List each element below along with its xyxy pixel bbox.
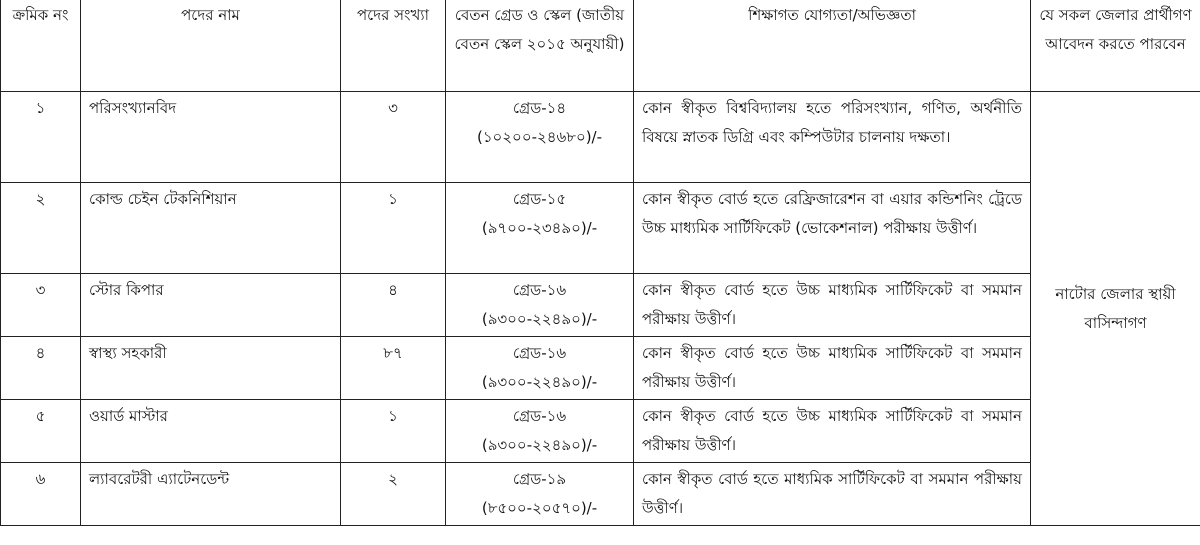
row-post-name: ল্যাবরেটরী এ্যাটেনডেন্ট [81, 463, 341, 526]
row-qualification: কোন স্বীকৃত বিশ্ববিদ্যালয় হতে পরিসংখ্যান, গণিত, অর্থনীতি বিষয়ে স্নাতক ডিগ্রি এবং কম্পিউটার চালনায় দক্ষতা। [634, 92, 1031, 183]
header-qualification: শিক্ষাগত যোগ্যতা/অভিজ্ঞতা [634, 0, 1031, 92]
row-qualification: কোন স্বীকৃত বোর্ড হতে মাধ্যমিক সার্টিফিকেট বা সমমান পরীক্ষায় উত্তীর্ণ। [634, 463, 1031, 526]
row-post-count: ৮৭ [341, 337, 446, 400]
header-pay-scale: বেতন গ্রেড ও স্কেল (জাতীয় বেতন স্কেল ২০১৫ অনুযায়ী) [446, 0, 634, 92]
row-post-count: ৩ [341, 92, 446, 183]
table-row [1, 400, 1200, 463]
row-grade: গ্রেড-১৬ [512, 344, 567, 362]
row-pay-scale [446, 337, 634, 400]
row-scale: (১০২০০-২৪৬৮০)/- [476, 128, 603, 146]
district-eligibility: নাটোর জেলার স্থায়ী বাসিন্দাগণ [1031, 92, 1200, 526]
row-scale: (৯৩০০-২২৪৯০)/- [481, 310, 598, 328]
row-post-count: ৪ [341, 274, 446, 337]
row-scale: (৯৩০০-২২৪৯০)/- [481, 436, 598, 454]
table-row [1, 92, 1200, 183]
row-post-name: ওয়ার্ড মাস্টার [81, 400, 341, 463]
row-pay-scale [446, 274, 634, 337]
row-post-name: স্টোর কিপার [81, 274, 341, 337]
header-districts: যে সকল জেলার প্রার্থীগণ আবেদন করতে পারবেন [1031, 0, 1200, 92]
row-scale: (৯৭০০-২৩৪৯০)/- [481, 219, 598, 237]
row-serial: ৪ [1, 337, 81, 400]
header-serial: ক্রমিক নং [1, 0, 81, 92]
row-serial: ১ [1, 92, 81, 183]
row-serial: ৫ [1, 400, 81, 463]
row-qualification: কোন স্বীকৃত বোর্ড হতে উচ্চ মাধ্যমিক সার্টিফিকেট বা সমমান পরীক্ষায় উত্তীর্ণ। [634, 400, 1031, 463]
row-post-count: ২ [341, 463, 446, 526]
row-pay-scale [446, 92, 634, 183]
row-grade: গ্রেড-১৬ [512, 407, 567, 425]
row-serial: ৩ [1, 274, 81, 337]
header-post-name: পদের নাম [81, 0, 341, 92]
row-pay-scale [446, 463, 634, 526]
row-serial: ২ [1, 183, 81, 274]
row-post-name: স্বাস্থ্য সহকারী [81, 337, 341, 400]
row-qualification: কোন স্বীকৃত বোর্ড হতে উচ্চ মাধ্যমিক সার্টিফিকেট বা সমমান পরীক্ষায় উত্তীর্ণ। [634, 274, 1031, 337]
table-row [1, 463, 1200, 526]
header-row [1, 0, 1200, 92]
row-scale: (৮৫০০-২০৫৭০)/- [481, 499, 598, 517]
table-row [1, 274, 1200, 337]
row-pay-scale [446, 400, 634, 463]
row-qualification: কোন স্বীকৃত বোর্ড হতে উচ্চ মাধ্যমিক সার্টিফিকেট বা সমমান পরীক্ষায় উত্তীর্ণ। [634, 337, 1031, 400]
row-serial: ৬ [1, 463, 81, 526]
row-grade: গ্রেড-১৬ [512, 281, 567, 299]
row-grade: গ্রেড-১৯ [512, 470, 567, 488]
table-row [1, 183, 1200, 274]
row-qualification: কোন স্বীকৃত বোর্ড হতে রেফ্রিজারেশন বা এয়ার কন্ডিশনিং ট্রেডে উচ্চ মাধ্যমিক সার্টিফিকেট (ভোকেশনাল) পরীক্ষায় উত্তীর্ণ। [634, 183, 1031, 274]
row-post-name: কোল্ড চেইন টেকনিশিয়ান [81, 183, 341, 274]
row-post-name: পরিসংখ্যানবিদ [81, 92, 341, 183]
row-grade: গ্রেড-১৪ [512, 99, 567, 117]
row-scale: (৯৩০০-২২৪৯০)/- [481, 373, 598, 391]
row-grade: গ্রেড-১৫ [512, 190, 567, 208]
row-pay-scale [446, 183, 634, 274]
row-post-count: ১ [341, 183, 446, 274]
table-row [1, 337, 1200, 400]
header-post-count: পদের সংখ্যা [341, 0, 446, 92]
row-post-count: ১ [341, 400, 446, 463]
